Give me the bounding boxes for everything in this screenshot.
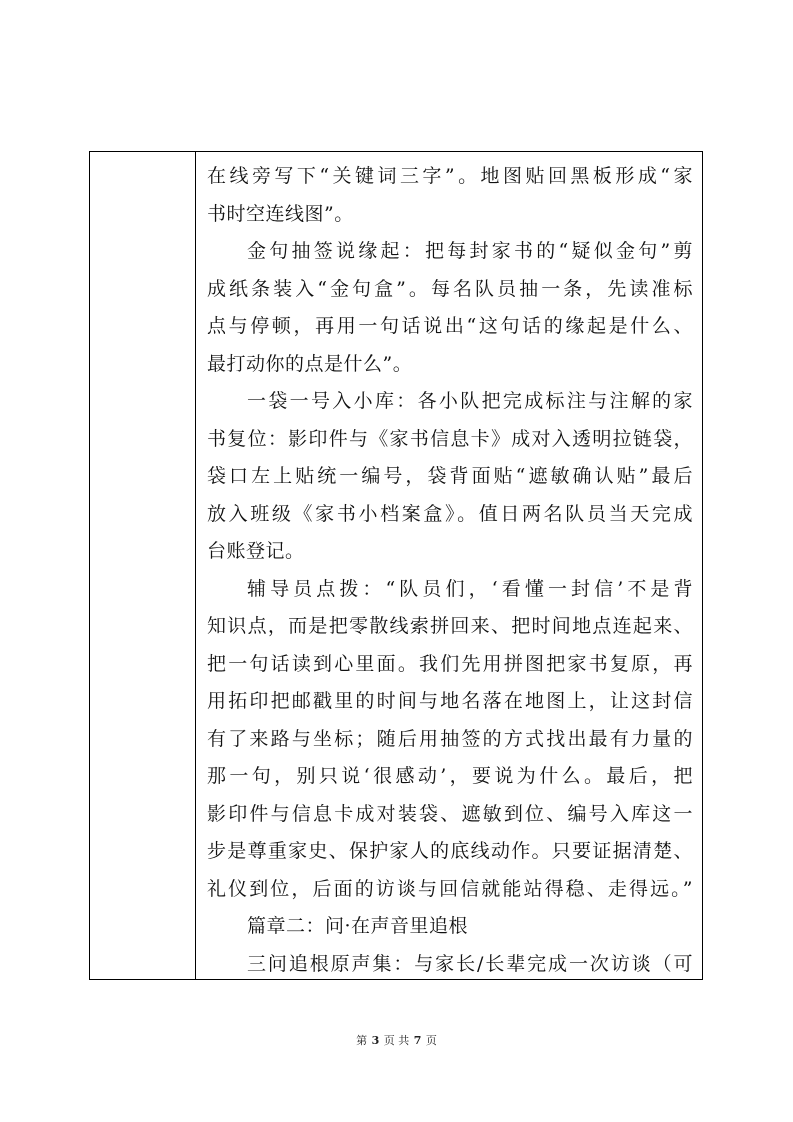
footer-total-pages: 7: [413, 1034, 422, 1047]
text-line: 点与停顿，再用一句话说出“这句话的缘起是什么、: [207, 315, 693, 337]
text-line: 台账登记。: [207, 540, 305, 562]
text-line: 放入班级《家书小档案盒》。值日两名队员当天完成: [207, 502, 693, 525]
text-line: 知识点，而是把零散线索拼回来、把时间地点连起来、: [207, 615, 693, 637]
text-line: 成纸条装入“金句盒”。每名队员抽一条，先读准标: [207, 277, 693, 300]
text-line: 一袋一号入小库：各小队把完成标注与注解的家: [247, 390, 693, 412]
text-line: 最打动你的点是什么”。: [207, 352, 413, 375]
footer-page-number: 3: [371, 1034, 380, 1047]
text-line: 书复位：影印件与《家书信息卡》成对入透明拉链袋，: [207, 427, 693, 450]
footer-mid: 页 共: [383, 1034, 410, 1047]
text-line: 影印件与信息卡成对装袋、遮敏到位、编号入库这一: [207, 802, 693, 825]
left-column-cell: [90, 152, 195, 979]
text-line: 金句抽签说缘起：把每封家书的“疑似金句”剪: [247, 240, 693, 262]
text-line: 袋口左上贴统一编号，袋背面贴“遮敏确认贴”最后: [207, 465, 693, 487]
text-line: 在线旁写下“关键词三字”。地图贴回黑板形成“家: [207, 165, 693, 187]
text-line: 书时空连线图”。: [207, 202, 354, 225]
text-line: 礼仪到位，后面的访谈与回信就能站得稳、走得远。”: [207, 877, 693, 900]
column-divider: [195, 151, 196, 980]
text-line: 篇章二：问·在声音里追根: [247, 915, 469, 937]
text-line: 用拓印把邮戳里的时间与地名落在地图上，让这封信: [207, 690, 693, 712]
text-line: 把一句话读到心里面。我们先用拼图把家书复原，再: [207, 652, 693, 675]
footer-prefix: 第: [356, 1034, 368, 1047]
content-cell: [207, 158, 693, 983]
text-line: 三问追根原声集：与家长/长辈完成一次访谈（可: [247, 952, 693, 975]
footer-suffix: 页: [425, 1034, 437, 1047]
page-footer: [0, 1032, 793, 1048]
text-line: 辅导员点拨：“队员们，‘看懂一封信’不是背: [247, 577, 693, 600]
text-line: 有了来路与坐标；随后用抽签的方式找出最有力量的: [207, 727, 693, 750]
text-line: 步是尊重家史、保护家人的底线动作。只要证据清楚、: [207, 840, 693, 862]
text-line: 那一句，别只说‘很感动’，要说为什么。最后，把: [207, 765, 693, 787]
